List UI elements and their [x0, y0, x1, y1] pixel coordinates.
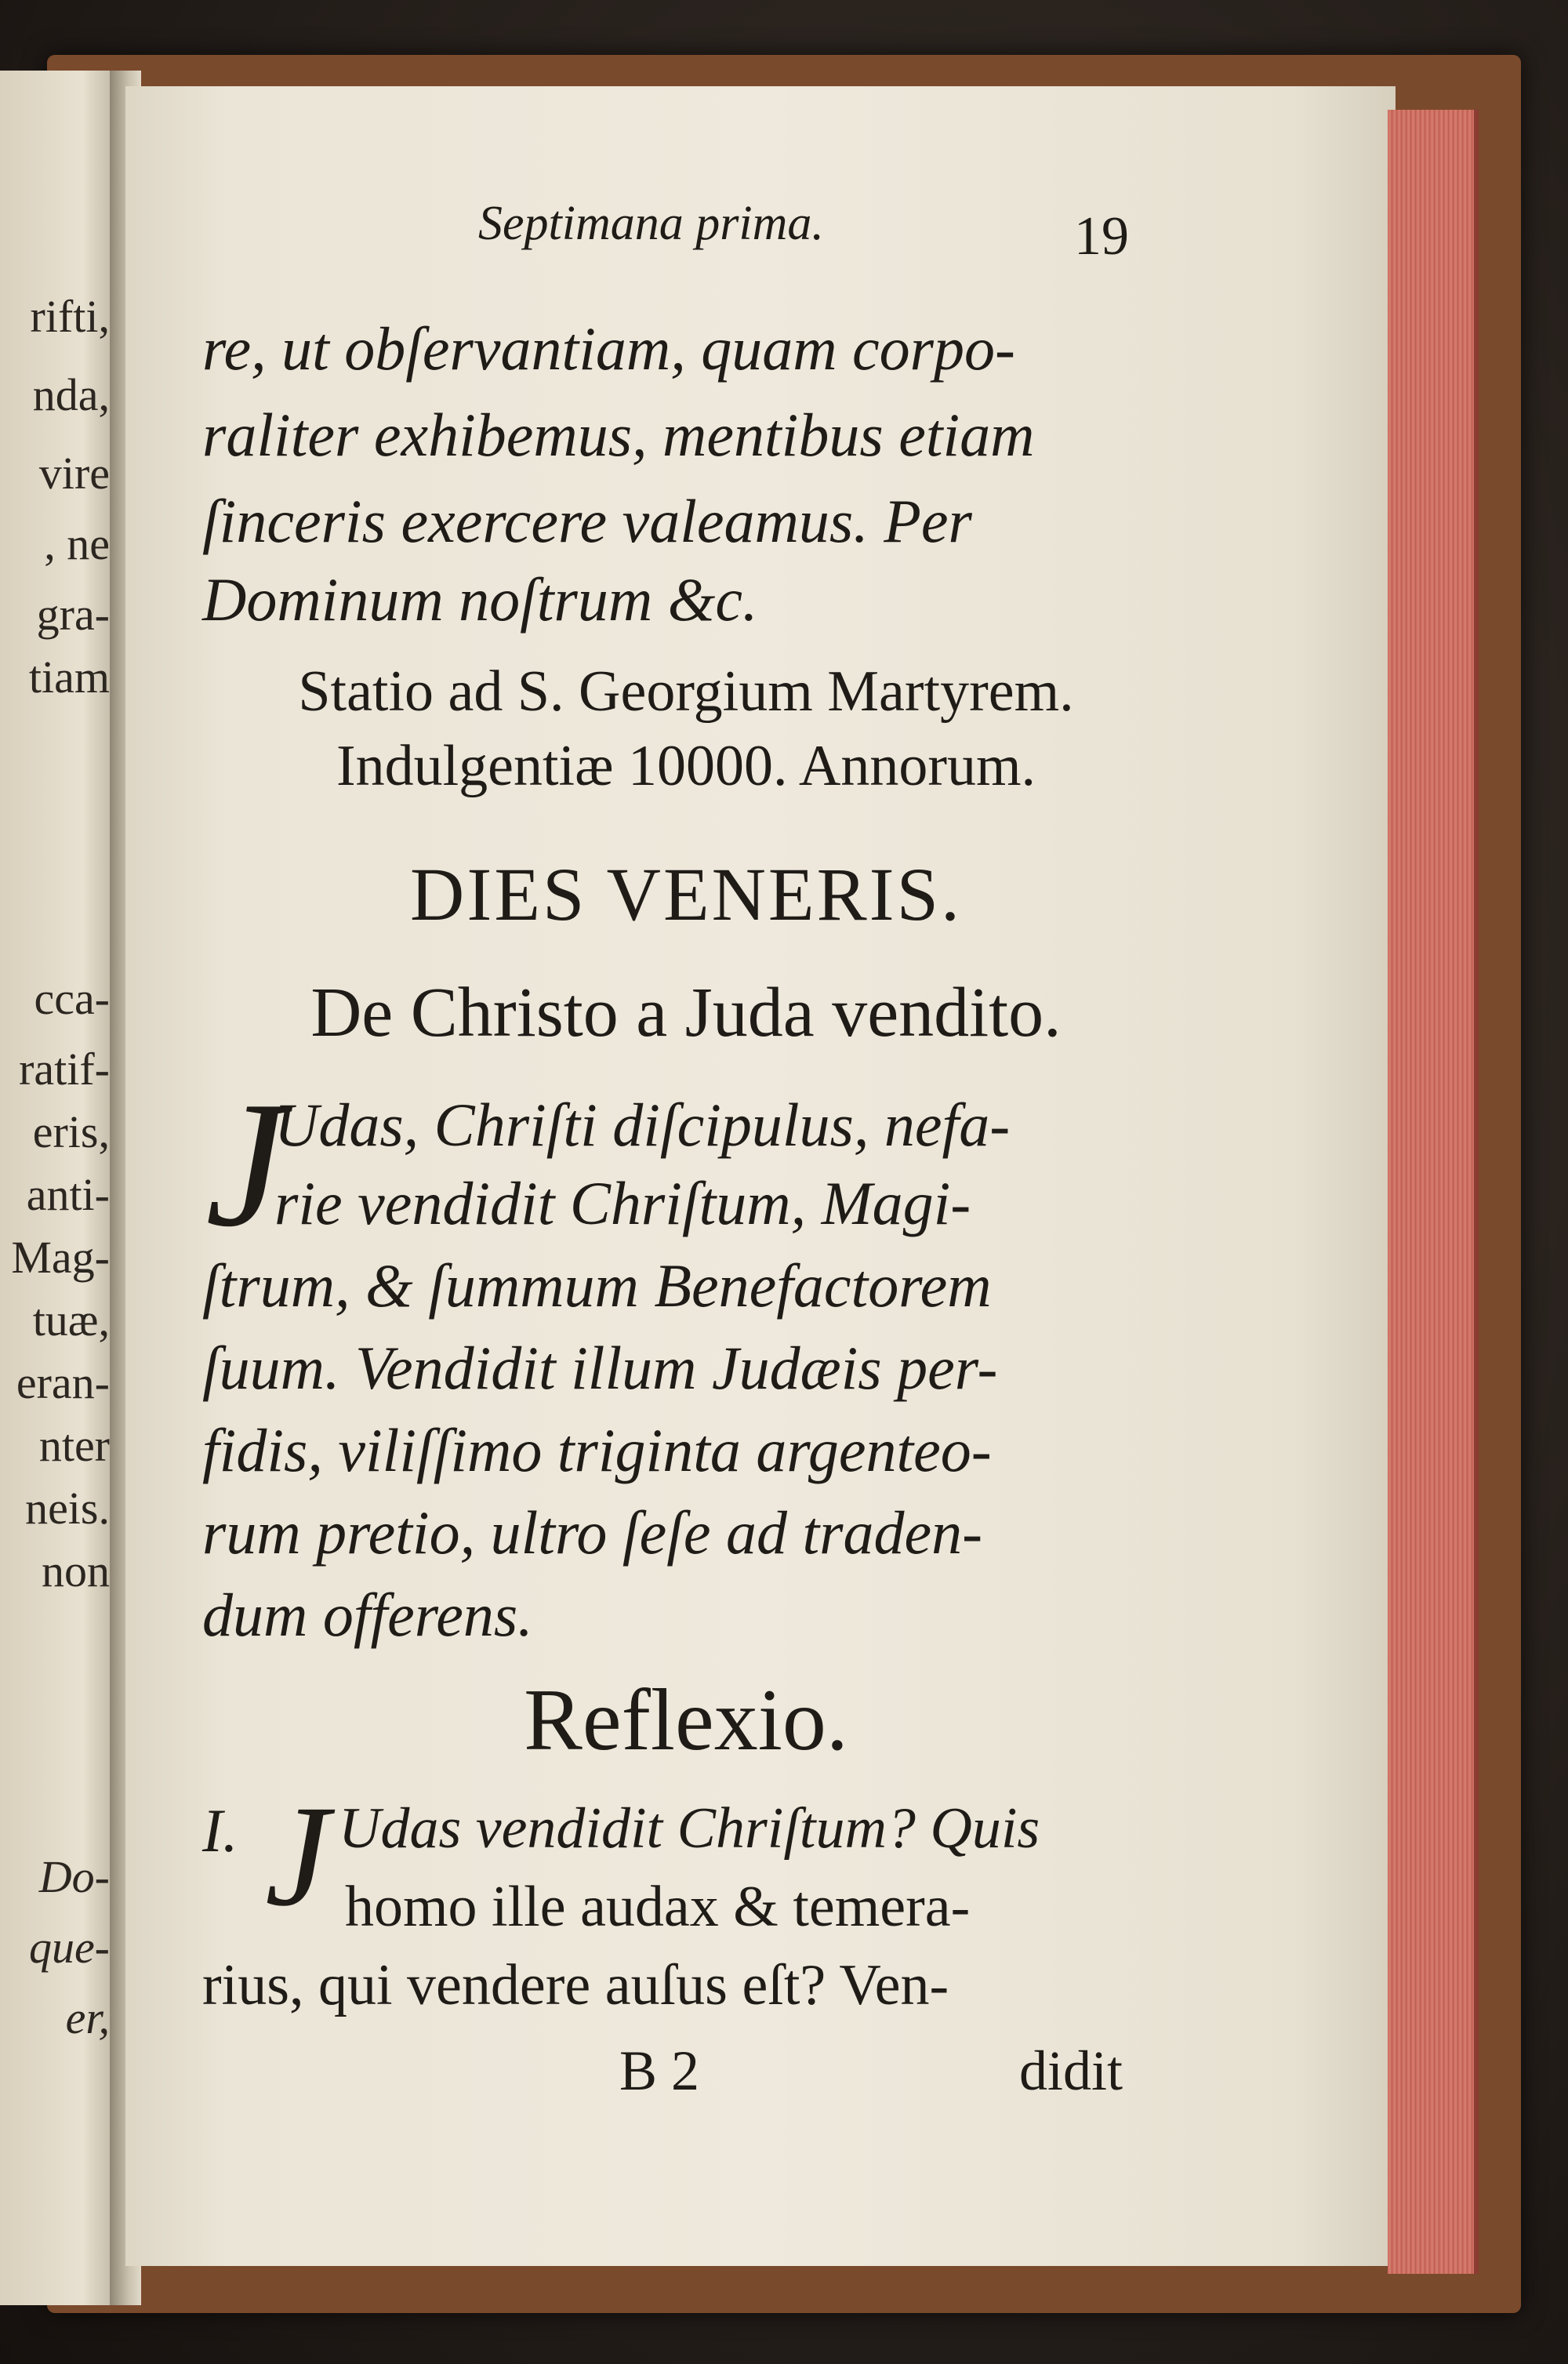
- left-page-line: , ne: [44, 518, 110, 569]
- left-page-line: vire: [38, 448, 110, 499]
- prayer-line: Dominum noſtrum &c.: [202, 565, 758, 634]
- left-page-line: non: [42, 1545, 110, 1596]
- left-page-line: que-: [28, 1922, 110, 1973]
- left-page-line: Mag-: [11, 1232, 110, 1283]
- reflexio-heading: Reflexio.: [524, 1672, 848, 1769]
- running-head: Septimana prima.: [478, 197, 824, 250]
- narrative-line: dum offerens.: [202, 1581, 533, 1649]
- day-heading: DIES VENERIS.: [410, 852, 962, 936]
- left-page-line: eris,: [32, 1106, 110, 1157]
- narrative-line: ſuum. Vendidit illum Judæis per-: [202, 1334, 998, 1402]
- page-number: 19: [1074, 206, 1129, 267]
- left-page-line: nter: [38, 1420, 110, 1471]
- drop-capital: J: [205, 1064, 286, 1264]
- reflexio-line: rius, qui vendere auſus eſt? Ven-: [202, 1953, 949, 2017]
- narrative-line: rum pretio, ultro ſeſe ad traden-: [202, 1498, 983, 1567]
- prayer-line: re, ut obſervantiam, quam corpo-: [202, 314, 1015, 383]
- narrative-line: ſtrum, & ſummum Benefactorem: [202, 1251, 992, 1320]
- left-page-line: gra-: [36, 589, 110, 640]
- left-page-line: tuæ,: [32, 1295, 110, 1345]
- left-page-line: nda,: [32, 369, 110, 420]
- red-page-edges: [1388, 110, 1479, 2274]
- narrative-line: rie vendidit Chriſtum, Magi-: [274, 1169, 971, 1237]
- left-page-line: er,: [65, 1992, 110, 2043]
- left-page-line: ratif-: [19, 1044, 110, 1095]
- left-page-line: eran-: [16, 1357, 110, 1408]
- indulgence-line: Indulgentiæ 10000. Annorum.: [336, 734, 1036, 798]
- left-page-line: neis.: [25, 1483, 110, 1534]
- left-facing-page: [0, 71, 118, 2305]
- prayer-line: ſinceris exercere valeamus. Per: [202, 487, 972, 555]
- left-page-line: rifti,: [30, 291, 110, 342]
- narrative-line: fidis, viliſſimo triginta argenteo-: [202, 1416, 992, 1484]
- drop-capital: J: [265, 1776, 330, 1937]
- reflexio-line: Udas vendidit Chriſtum? Quis: [339, 1796, 1040, 1861]
- left-page-line: tiam: [28, 652, 110, 703]
- left-page-line: Do-: [38, 1851, 110, 1902]
- chapter-heading: De Christo a Juda vendito.: [310, 974, 1062, 1051]
- narrative-line: Udas, Chriſti diſcipulus, nefa-: [274, 1091, 1011, 1159]
- prayer-line: raliter exhibemus, mentibus etiam: [202, 401, 1035, 469]
- list-number: I.: [202, 1796, 238, 1865]
- signature-mark: B 2: [619, 2039, 700, 2102]
- left-page-line: cca-: [34, 973, 110, 1024]
- reflexio-line: homo ille audax & temera-: [345, 1875, 971, 1939]
- station-line: Statio ad S. Georgium Martyrem.: [298, 659, 1074, 724]
- left-page-line: anti-: [26, 1169, 110, 1220]
- catchword: didit: [1019, 2039, 1123, 2102]
